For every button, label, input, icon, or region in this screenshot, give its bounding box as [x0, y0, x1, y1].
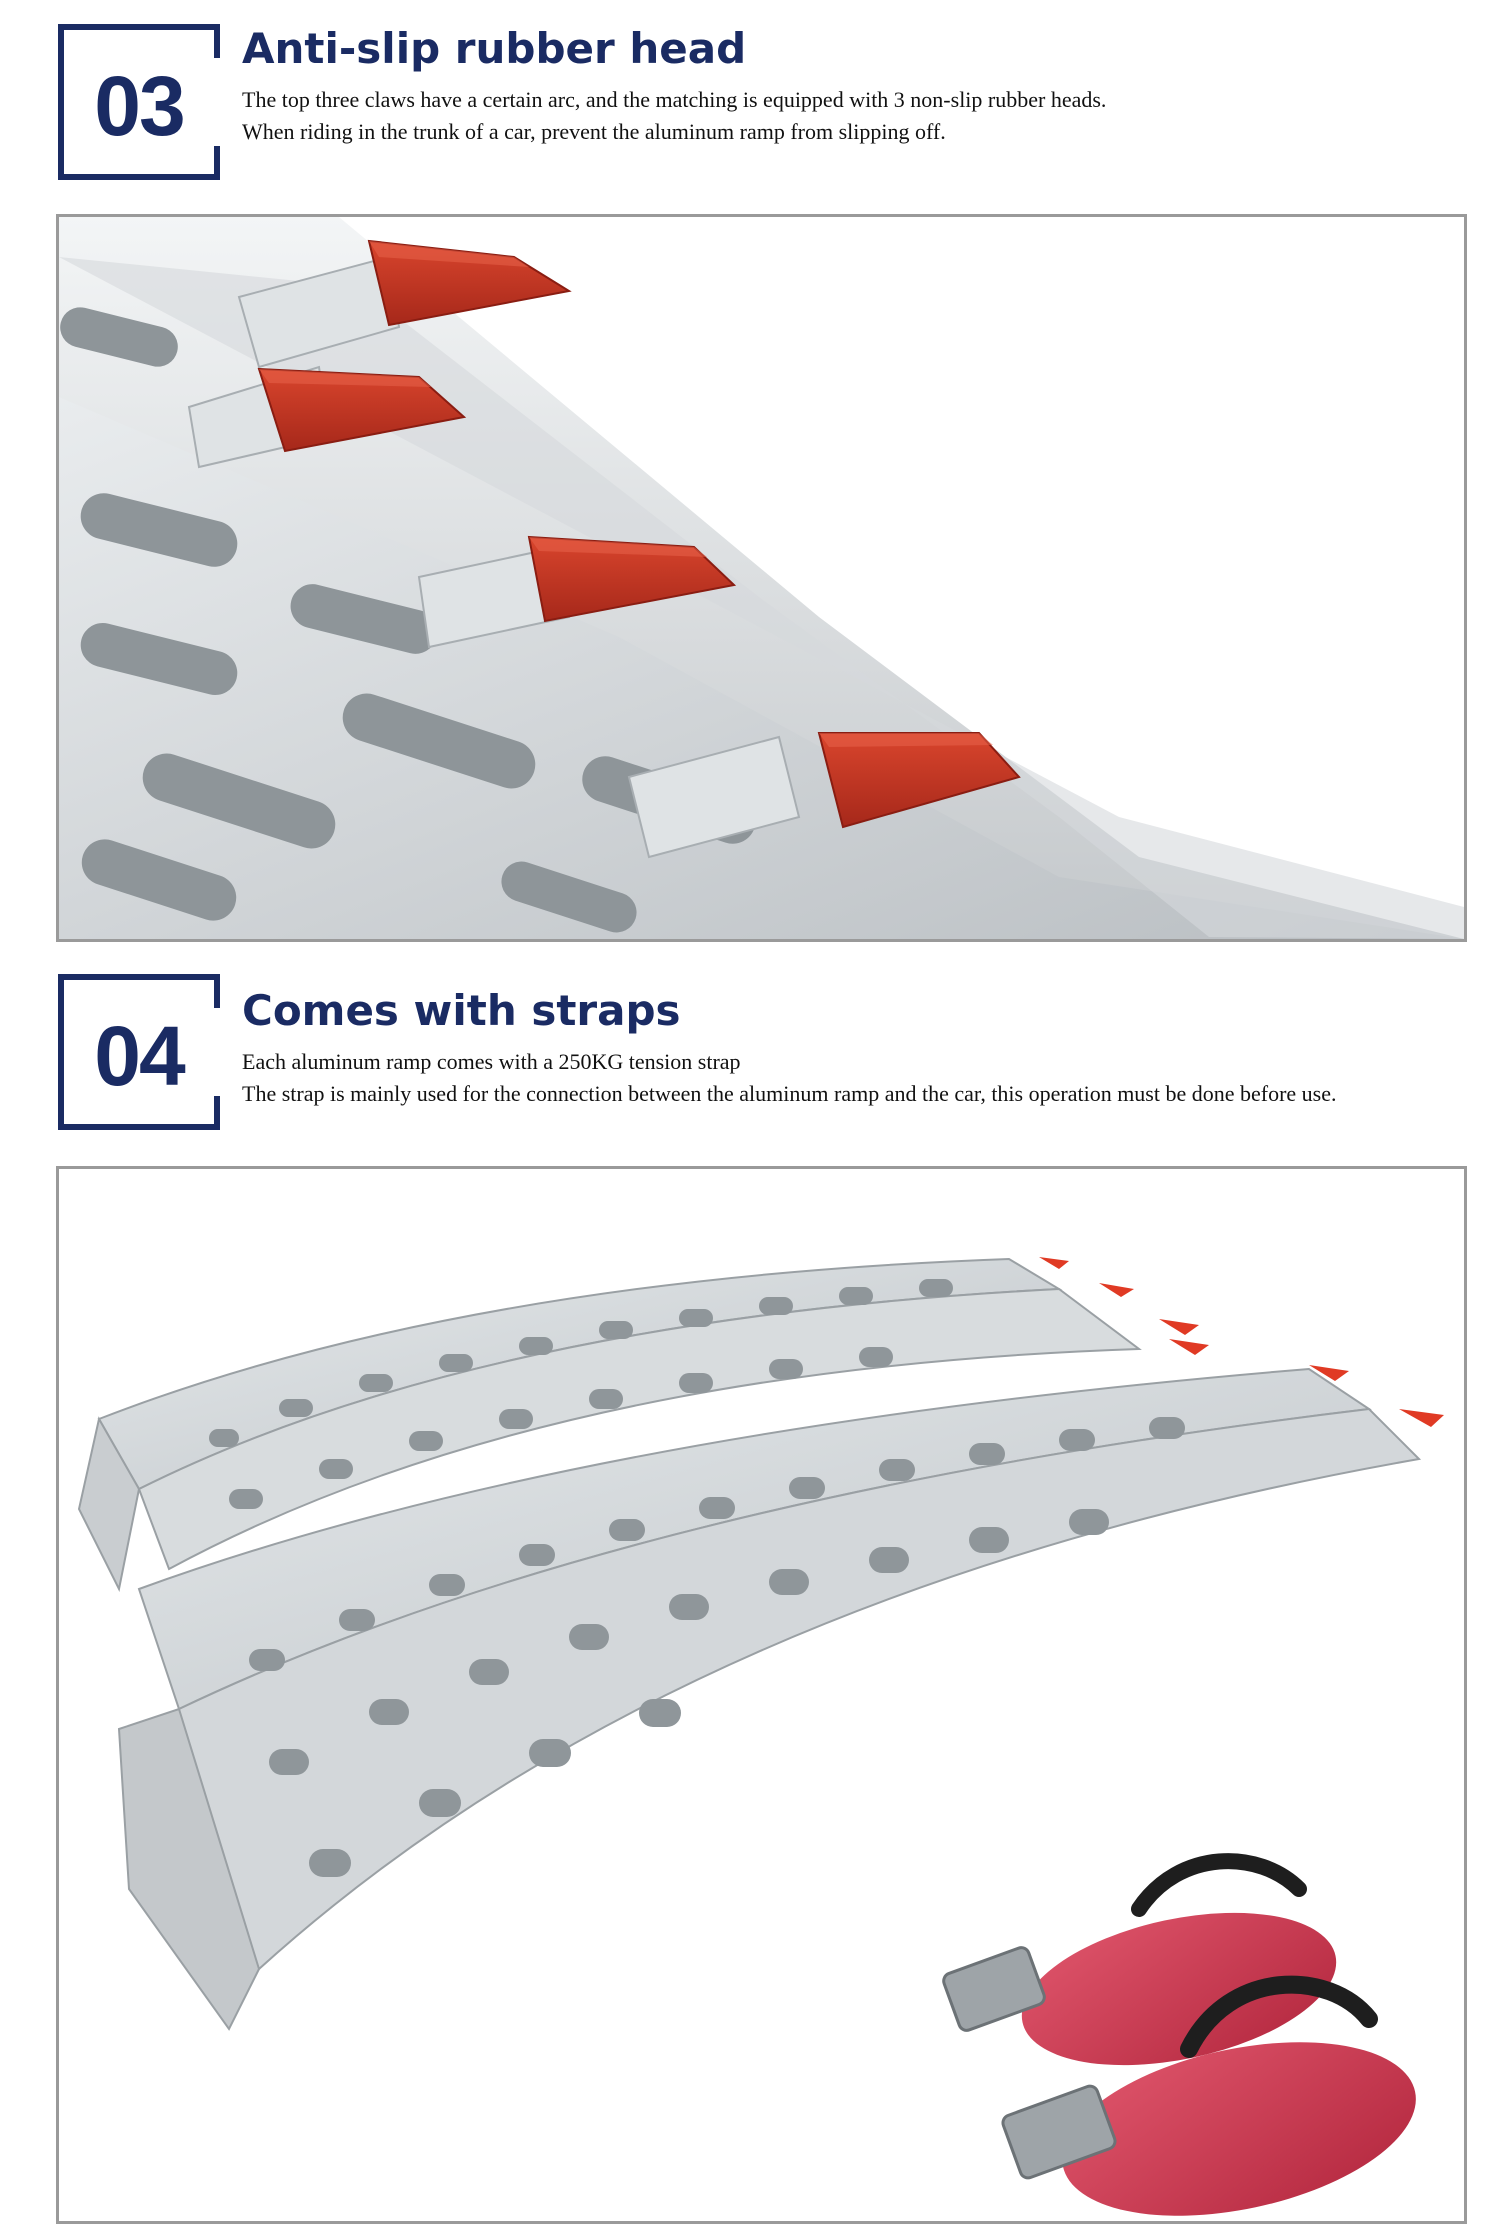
- section-title: Comes with straps: [242, 986, 681, 1035]
- section-description-line: Each aluminum ramp comes with a 250KG tension strap: [242, 1049, 741, 1074]
- section-description-line: The top three claws have a certain arc, and the matching is equipped with 3 non-slip rubber heads.: [242, 87, 1107, 112]
- section-description-line: When riding in the trunk of a car, prevent the aluminum ramp from slipping off.: [242, 119, 946, 144]
- rubber-head-photo: [56, 214, 1467, 942]
- section-description-line: The strap is mainly used for the connection between the aluminum ramp and the car, this operation must be done before use.: [242, 1081, 1337, 1106]
- section-number-badge: [58, 974, 214, 1130]
- ramps-and-straps-photo: [56, 1166, 1467, 2224]
- section-title: Anti-slip rubber head: [242, 24, 747, 73]
- section-number: 04: [94, 1009, 184, 1103]
- section-number-badge: [58, 24, 214, 180]
- section-number: 03: [94, 59, 184, 153]
